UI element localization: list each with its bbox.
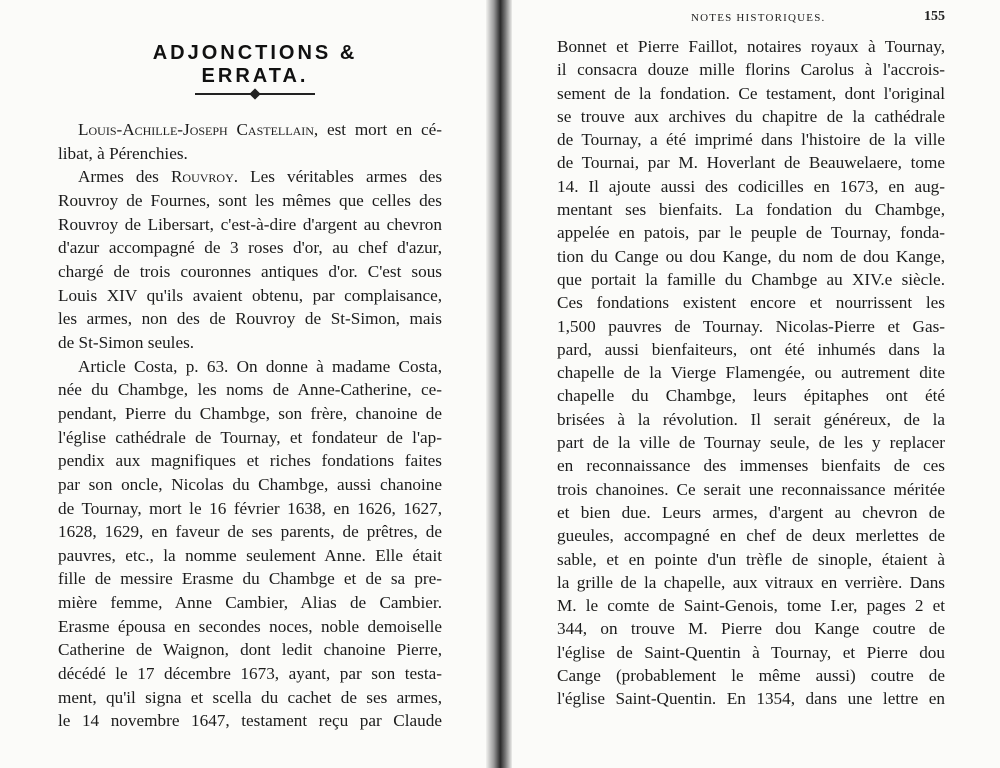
text-run: née du Chambge, les noms de Anne-Catherine, ce- [58, 380, 442, 400]
text-line [557, 664, 945, 687]
text-run: le 14 novembre 1647, testament reçu par Claude [58, 711, 442, 731]
text-line [58, 544, 442, 568]
text-line [557, 501, 945, 524]
text-run: se trouve aux archives du chapitre de la cathédrale [557, 106, 945, 126]
text-line [58, 615, 442, 639]
left-body-text [58, 118, 442, 733]
text-run: d'azur accompagné de 3 roses d'or, au chef d'azur, [58, 238, 442, 258]
text-line [557, 105, 945, 128]
text-line [557, 687, 945, 710]
text-run: Ces fondations existent encore et nourrissent les [557, 293, 945, 313]
text-line [557, 617, 945, 640]
text-run: pard, aussi bienfaiteurs, ont été inhumés dans la [557, 339, 945, 359]
text-line [557, 454, 945, 477]
text-line [557, 151, 945, 174]
text-line [58, 189, 442, 213]
text-run: chargé de trois couronnes antiques d'or. C'est sous [58, 261, 442, 281]
text-line [58, 662, 442, 686]
text-run: Rouvroy de Fournes, sont les mêmes que celles des [58, 190, 442, 210]
text-run: Erasme épousa en secondes noces, noble demoiselle [58, 616, 442, 636]
text-run: l'église cathédrale de Tournay, et fondateur de l'ap- [58, 427, 442, 447]
text-line [58, 426, 442, 450]
book-gutter [486, 0, 512, 768]
text-run: fille de messire Erasme du Chambge et de sa pre- [58, 569, 442, 589]
text-line [58, 709, 442, 733]
text-run: sable, et en pointe d'un trèfle de sinople, étaient à [557, 549, 945, 569]
text-run: tion du Cange ou dou Kange, du nom de dou Kange, [557, 246, 945, 266]
text-line [557, 128, 945, 151]
text-line [557, 58, 945, 81]
text-run: 344, on trouve M. Pierre dou Kange coutre de [557, 619, 945, 639]
text-line [557, 548, 945, 571]
text-line [58, 142, 442, 166]
right-body-text [557, 35, 945, 711]
text-run: trois chanoines. Ce serait une reconnaissance méritée [557, 479, 945, 499]
text-run: chapelle de la Vierge Flamengée, ou autrement dite [557, 363, 945, 383]
text-line [557, 594, 945, 617]
text-line [58, 520, 442, 544]
text-line [557, 431, 945, 454]
text-line [58, 686, 442, 710]
text-run: Rouvroy de Libersart, c'est-à-dire d'argent au chevron [58, 214, 442, 234]
text-run: Rouvroy [170, 167, 234, 187]
text-run: pauvres, etc., la nomme seulement Anne. Elle était [58, 545, 442, 565]
text-run: 1628, 1629, en faveur de ses parents, de prêtres, de [58, 522, 442, 542]
text-line [58, 260, 442, 284]
text-run: et bien due. Leurs armes, d'argent au chevron de [557, 502, 945, 522]
text-run: de St-Simon seules. [58, 332, 195, 352]
page-title: ADJONCTIONS & ERRATA. [152, 42, 358, 87]
text-run: appelée en patois, par le peuple de Tournay, fonda- [557, 223, 945, 243]
text-run: Louis XIV qu'ils avaient obtenu, par complaisance, [58, 285, 442, 305]
text-run: décédé le 17 décembre 1673, ayant, par son testa- [58, 664, 442, 684]
text-run: Louis-Achille-Joseph Castellain [78, 120, 314, 139]
text-run: Bonnet et Pierre Faillot, notaires royaux à Tournay, [557, 37, 945, 56]
text-run: l'église de Saint-Quentin à Tournay, et Pierre dou [557, 642, 945, 662]
text-line [58, 402, 442, 426]
text-run: il consacra douze mille florins Carolus à l'accrois- [557, 60, 945, 80]
text-line [557, 384, 945, 407]
text-line [58, 355, 442, 379]
text-line [557, 524, 945, 547]
text-line [58, 307, 442, 331]
text-run: chapelle du Chambge, leurs épitaphes ont été [557, 386, 945, 406]
text-run: sement de la fondation. Ce testament, dont l'original [557, 83, 945, 103]
text-line [58, 331, 442, 355]
text-line [58, 236, 442, 260]
text-run: Catherine de Waignon, dont ledit chanoine Pierre, [58, 640, 442, 660]
text-line [58, 473, 442, 497]
text-line [557, 221, 945, 244]
text-line [58, 165, 442, 189]
text-run: en reconnaissance des immenses bienfaits de ces [557, 456, 945, 476]
text-run: 14. Il ajoute aussi des codicilles en 1673, en aug- [557, 176, 945, 196]
text-line [58, 378, 442, 402]
text-run: pendant, Pierre du Chambge, son frère, chanoine de [58, 403, 442, 423]
text-line [557, 35, 945, 58]
running-head: NOTES HISTORIQUES. [691, 12, 826, 24]
text-line [557, 245, 945, 268]
text-run: ment, qu'il signa et scella du cachet de ses armes, [58, 687, 442, 707]
text-run: la grille de la chapelle, aux vitraux en verrière. Dans [557, 572, 945, 592]
text-run: mière femme, Anne Cambier, Alias de Cambier. [58, 593, 442, 613]
text-run: gueules, accompagné en chef de deux merlettes de [557, 526, 945, 546]
text-run: . Les véritables armes des [233, 167, 443, 187]
text-run: pendix aux magnifiques et riches fondations faites [58, 451, 442, 471]
text-line [557, 408, 945, 431]
text-line [58, 213, 442, 237]
page-number: 155 [924, 9, 945, 24]
text-line [557, 361, 945, 384]
text-line [557, 82, 945, 105]
text-line [557, 175, 945, 198]
text-run: l'église Saint-Quentin. En 1354, dans une lettre en [557, 689, 945, 709]
text-line [557, 198, 945, 221]
text-run: libat, à Pérenchies. [58, 143, 188, 163]
text-line [557, 268, 945, 291]
text-run: Cange (probablement le même aussi) coutre de [557, 666, 945, 686]
text-run: que portait la famille du Chambge au XIV.e siècle. [557, 269, 945, 289]
text-run: , est mort en cé- [313, 120, 442, 139]
text-run: brisées à la révolution. Il serait généreux, de la [557, 409, 945, 429]
text-line [557, 641, 945, 664]
text-run: mentant ses bienfaits. La fondation du Chambge, [557, 200, 945, 220]
text-line [58, 567, 442, 591]
text-line [557, 315, 945, 338]
text-line [58, 284, 442, 308]
text-line [58, 591, 442, 615]
text-run: 1,500 pauvres de Tournay. Nicolas-Pierre et Gas- [557, 316, 945, 336]
text-line [557, 291, 945, 314]
text-run: de Tournay, a été imprimé dans l'histoire de la ville [557, 130, 945, 150]
right-page [492, 0, 1000, 768]
divider-ornament-icon [249, 88, 260, 99]
text-line [58, 638, 442, 662]
text-run: part de la ville de Tournay seule, de les y replacer [557, 433, 945, 453]
left-page [0, 0, 492, 768]
text-line [58, 449, 442, 473]
text-run: de Tournai, par M. Hoverlant de Beauwelaere, tome [557, 153, 945, 173]
text-line [557, 571, 945, 594]
text-line [58, 118, 442, 142]
text-line [557, 338, 945, 361]
text-run: M. le comte de Saint-Genois, tome I.er, pages 2 et [557, 596, 945, 616]
text-line [557, 478, 945, 501]
text-line [58, 497, 442, 521]
text-run: Armes des [78, 167, 171, 187]
text-run: Article Costa, p. 63. On donne à madame Costa, [78, 356, 442, 376]
text-run: par son oncle, Nicolas du Chambge, aussi chanoine [58, 474, 442, 494]
text-run: de Tournay, mort le 16 février 1638, en 1626, 1627, [58, 498, 442, 518]
text-run: les armes, non des de Rouvroy de St-Simon, mais [58, 309, 442, 329]
